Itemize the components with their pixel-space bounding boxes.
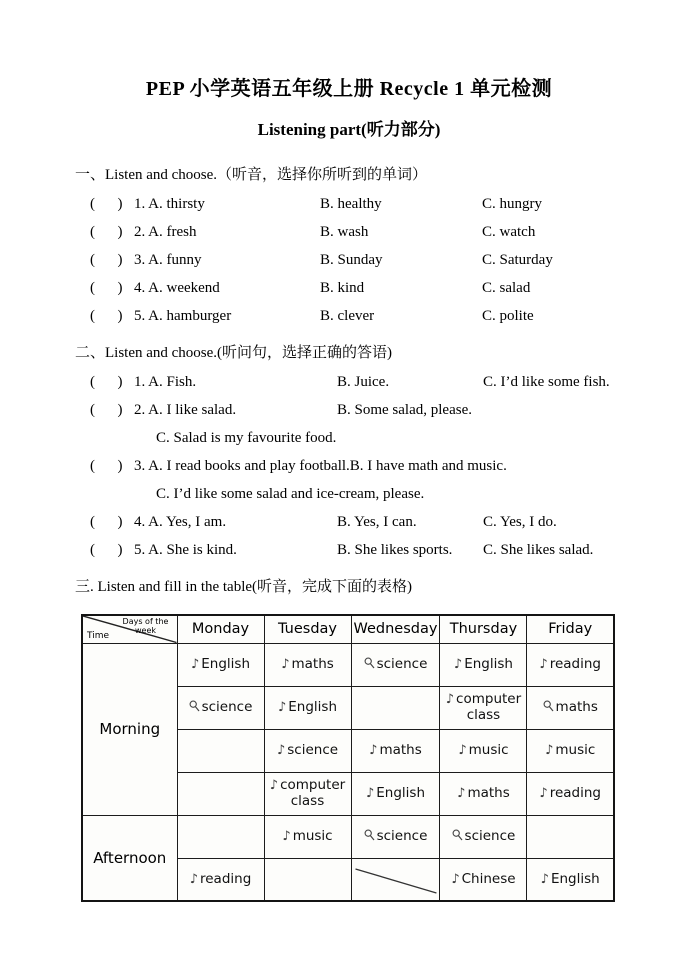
timetable-cell (351, 815, 440, 858)
subject-text: English (550, 870, 600, 887)
option-text: 4. A. Yes, I am. (134, 514, 227, 530)
period-label-afternoon: Afternoon (82, 815, 177, 901)
option-text: C. hungry (482, 196, 542, 212)
option-text: C. watch (482, 224, 536, 240)
section3-heading: 三. Listen and fill in the table(听音，完成下面的表格) (75, 579, 413, 595)
answer-blank: ( ) (90, 402, 123, 418)
answer-blank: ( ) (90, 280, 123, 296)
question-row (90, 368, 623, 396)
timetable-cell (264, 643, 351, 686)
timetable-cell (351, 729, 440, 772)
section1-heading: 一、Listen and choose.（听音，选择你所听到的单词） (75, 167, 428, 183)
option-text: 1. A. Fish. (134, 374, 197, 390)
timetable-cell (440, 772, 527, 815)
option-text: C. Saturday (482, 252, 553, 268)
answer-blank: ( ) (90, 252, 123, 268)
option-text: B. kind (320, 280, 365, 296)
note-doodle-icon: ♪ (539, 656, 548, 672)
doc-subtitle: Listening part(听力部分) (257, 120, 441, 139)
subject-text: science (201, 698, 253, 715)
timetable-cell (527, 686, 614, 729)
note-doodle-icon: ♪ (282, 828, 291, 844)
option-text: C. Yes, I do. (483, 514, 557, 530)
timetable-cell (177, 643, 264, 686)
option-text: C. salad (482, 280, 531, 296)
section2-items (90, 368, 623, 564)
timetable-cell (177, 858, 264, 901)
subject-text: reading (549, 655, 601, 672)
question-row (90, 452, 623, 480)
slash-mark (352, 859, 440, 901)
question-row (90, 302, 623, 330)
magnifier-doodle-icon (364, 657, 375, 673)
subject-text: maths (379, 741, 422, 758)
timetable-cell (264, 686, 351, 729)
option-text: C. She likes salad. (483, 542, 594, 558)
timetable-cell (264, 729, 351, 772)
subject-text: reading (200, 870, 252, 887)
note-doodle-icon: ♪ (281, 656, 290, 672)
timetable-row (82, 643, 614, 686)
subject-text: English (376, 784, 425, 801)
option-text: 2. A. I like salad. (134, 402, 237, 418)
timetable-cell (177, 815, 264, 858)
subject-text: English (201, 655, 251, 672)
answer-blank: ( ) (90, 514, 123, 530)
timetable-cell (527, 643, 614, 686)
option-text: B. healthy (320, 196, 382, 212)
question-continuation-row (90, 424, 623, 452)
note-doodle-icon: ♪ (539, 785, 548, 801)
subject-text: reading (549, 784, 601, 801)
day-header-monday: Monday (177, 615, 264, 643)
timetable-cell (351, 643, 440, 686)
question-row (90, 396, 623, 424)
subject-text: music (292, 827, 333, 844)
timetable-cell (351, 772, 440, 815)
subject-text: science (287, 741, 339, 758)
note-doodle-icon: ♪ (276, 742, 286, 758)
note-doodle-icon: ♪ (545, 742, 554, 758)
note-doodle-icon: ♪ (277, 699, 287, 715)
option-text: C. I’d like some fish. (483, 374, 610, 390)
day-header-friday: Friday (527, 615, 614, 643)
subject-text: music (468, 741, 509, 758)
option-text: C. Salad is my favourite food. (156, 430, 337, 446)
question-row (90, 536, 623, 564)
timetable-cell (440, 815, 527, 858)
option-text: C. polite (482, 308, 534, 324)
note-doodle-icon: ♪ (451, 871, 460, 887)
subject-text: science (464, 827, 516, 844)
timetable-cell (440, 729, 527, 772)
subject-text: maths (467, 784, 510, 801)
magnifier-doodle-icon (543, 700, 554, 716)
note-doodle-icon: ♪ (457, 785, 466, 801)
option-text: B. Sunday (320, 252, 383, 268)
option-text: 5. A. hamburger (134, 308, 232, 324)
timetable-cell (527, 729, 614, 772)
timetable-wrapper (81, 614, 623, 902)
question-row (90, 274, 623, 302)
option-text: B. wash (320, 224, 369, 240)
note-doodle-icon: ♪ (269, 778, 279, 794)
timetable-cell (527, 815, 614, 858)
magnifier-doodle-icon (452, 829, 463, 845)
question-row (90, 246, 623, 274)
subject-text: science (376, 827, 428, 844)
timetable-cell (177, 686, 264, 729)
note-doodle-icon: ♪ (453, 656, 463, 672)
timetable-cell (440, 858, 527, 901)
corner-time-label: Time (87, 630, 110, 641)
timetable-table (81, 614, 615, 902)
option-text: B. clever (320, 308, 375, 324)
timetable-cell (351, 858, 440, 901)
subject-text: science (376, 655, 428, 672)
timetable-cell (527, 858, 614, 901)
timetable-cell (264, 815, 351, 858)
answer-blank: ( ) (90, 374, 123, 390)
timetable-cell (177, 729, 264, 772)
subject-text: computer class (280, 777, 346, 809)
timetable-cell (264, 858, 351, 901)
note-doodle-icon: ♪ (369, 742, 378, 758)
note-doodle-icon: ♪ (445, 692, 455, 708)
timetable-header-row (82, 615, 614, 643)
question-continuation-row (90, 480, 623, 508)
answer-blank: ( ) (90, 308, 123, 324)
timetable-cell (264, 772, 351, 815)
timetable-row (82, 815, 614, 858)
magnifier-doodle-icon (189, 700, 200, 716)
answer-blank: ( ) (90, 542, 123, 558)
question-row (90, 190, 623, 218)
doc-title: PEP 小学英语五年级上册 Recycle 1 单元检测 (145, 78, 553, 100)
timetable-cell (351, 686, 440, 729)
option-text: B. She likes sports. (337, 542, 453, 558)
question-row (90, 218, 623, 246)
day-header-tuesday: Tuesday (264, 615, 351, 643)
option-text: 1. A. thirsty (134, 196, 205, 212)
subject-text: English (288, 698, 338, 715)
corner-cell (82, 615, 177, 643)
note-doodle-icon: ♪ (189, 871, 198, 887)
corner-days-label: Days of the week (122, 617, 169, 636)
option-text: 3. A. funny (134, 252, 202, 268)
option-text: 2. A. fresh (134, 224, 197, 240)
subject-text: English (464, 655, 513, 672)
option-text: 4. A. weekend (134, 280, 220, 296)
option-text: 3. A. I read books and play football. (134, 458, 350, 474)
subject-text: computer class (456, 691, 522, 723)
timetable-cell (440, 686, 527, 729)
option-text: B. Some salad, please. (337, 402, 472, 418)
note-doodle-icon: ♪ (540, 871, 549, 887)
option-text: B. I have math and music. (349, 458, 507, 474)
option-text: B. Yes, I can. (337, 514, 417, 530)
timetable-cell (177, 772, 264, 815)
option-text: C. I’d like some salad and ice-cream, please. (156, 486, 425, 502)
answer-blank: ( ) (90, 458, 123, 474)
note-doodle-icon: ♪ (190, 656, 200, 672)
period-label-morning: Morning (82, 643, 177, 815)
subject-text: music (555, 741, 596, 758)
magnifier-doodle-icon (364, 829, 375, 845)
day-header-wednesday: Wednesday (351, 615, 440, 643)
timetable-cell (527, 772, 614, 815)
timetable-cell (440, 643, 527, 686)
answer-blank: ( ) (90, 196, 123, 212)
option-text: B. Juice. (337, 374, 390, 390)
day-header-thursday: Thursday (440, 615, 527, 643)
subject-text: maths (555, 698, 598, 715)
note-doodle-icon: ♪ (365, 785, 375, 801)
question-row (90, 508, 623, 536)
subject-text: Chinese (461, 870, 516, 887)
answer-blank: ( ) (90, 224, 123, 240)
note-doodle-icon: ♪ (458, 742, 467, 758)
section1-items (90, 190, 623, 330)
section2-heading: 二、Listen and choose.(听问句，选择正确的答语) (75, 345, 393, 361)
subject-text: maths (291, 655, 334, 672)
option-text: 5. A. She is kind. (134, 542, 237, 558)
